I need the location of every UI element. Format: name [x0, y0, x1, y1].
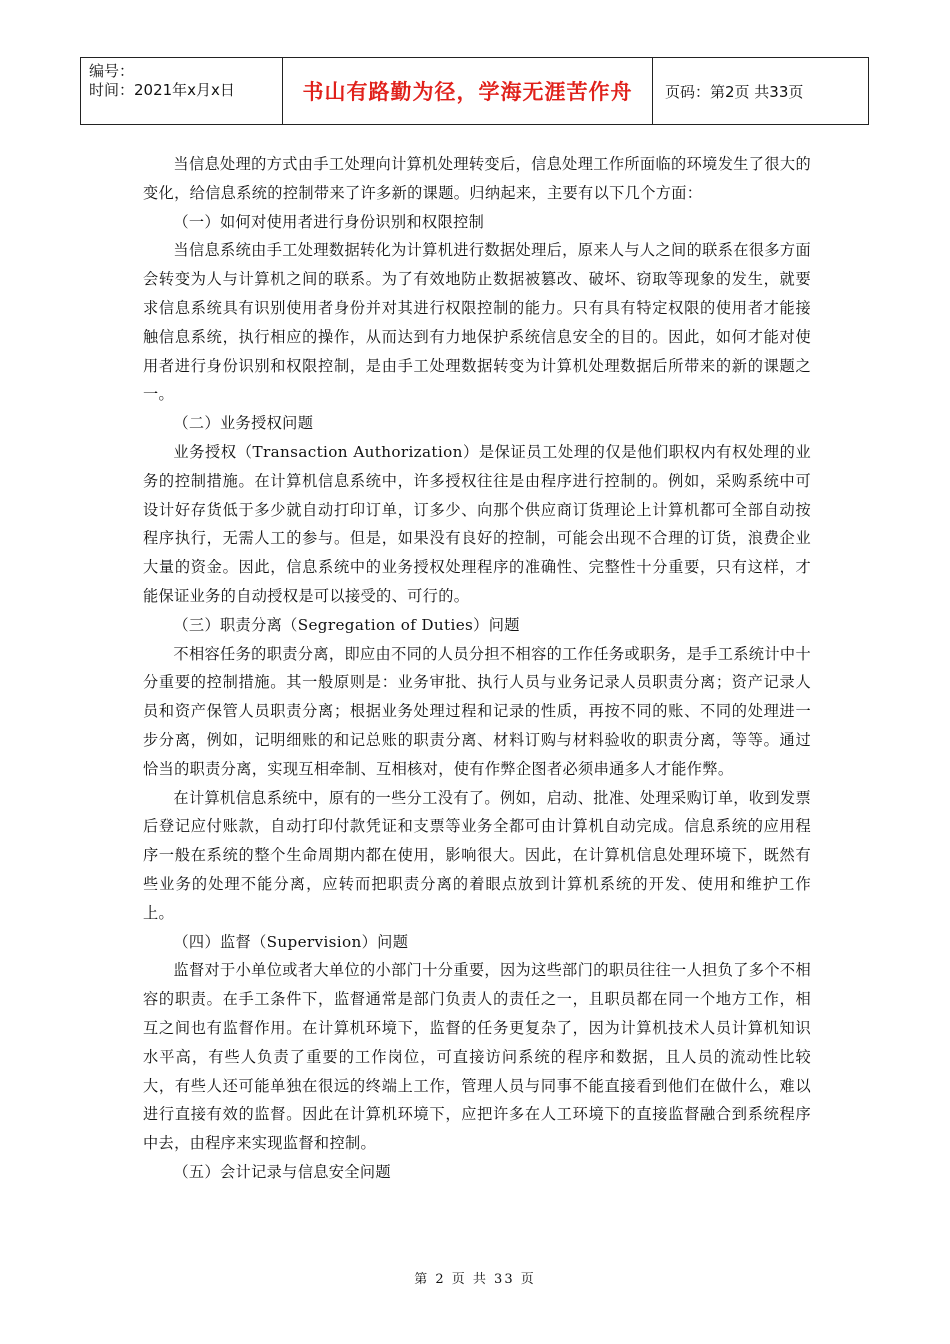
document-header — [80, 57, 869, 125]
paragraph: 业务授权（Transaction Authorization）是保证员工处理的仅是他们职权内有权处理的业务的控制措施。在计算机信息系统中，许多授权往往是由程序进行控制的。例如，采购系统中可设计好存货低于多少就自动打印订单，订多少、向那个供应商订货理论上计算机都可全部自动按程序执行，无需人工的参与。但是，如果没有良好的控制，可能会出现不合理的订货，浪费企业大量的资金。因此，信息系统中的业务授权处理程序的准确性、完整性十分重要，只有这样，才能保证业务的自动授权是可以接受的、可行的。 — [143, 442, 811, 605]
page-footer — [0, 1268, 950, 1287]
header-page-cell — [653, 58, 868, 124]
document-body — [143, 150, 811, 1187]
paragraph: 在计算机信息系统中，原有的一些分工没有了。例如，启动、批准、处理采购订单，收到发票后登记应付账款，自动打印付款凭证和支票等业务全都可由计算机自动完成。信息系统的应用程序一般在系统的整个生命周期内都在使用，影响很大。因此，在计算机信息处理环境下，既然有些业务的处理不能分离，应转而把职责分离的着眼点放到计算机系统的开发、使用和维护工作上。 — [143, 788, 811, 922]
page-info: 页码：第2页 共33页 — [665, 82, 804, 101]
motto-text: 书山有路勤为径，学海无涯苦作舟 — [302, 80, 633, 104]
section-heading: （四）监督（Supervision）问题 — [173, 932, 409, 951]
paragraph: 监督对于小单位或者大单位的小部门十分重要，因为这些部门的职员往往一人担负了多个不相容的职责。在手工条件下，监督通常是部门负责人的责任之一，且职员都在同一个地方工作，相互之间也有监督作用。在计算机环境下，监督的任务更复杂了，因为计算机技术人员计算机知识水平高，有些人负责了重要的工作岗位，可直接访问系统的程序和数据，且人员的流动性比较大，有些人还可能单独在很远的终端上工作，管理人员与同事不能直接看到他们在做什么，难以进行直接有效的监督。因此在计算机环境下，应把许多在人工环境下的直接监督融合到系统程序中去，由程序来实现监督和控制。 — [143, 961, 811, 1153]
paragraph: 不相容任务的职责分离，即应由不同的人员分担不相容的工作任务或职务，是手工系统计中十分重要的控制措施。其一般原则是：业务审批、执行人员与业务记录人员职责分离；资产记录人员和资产保管人员职责分离；根据业务处理过程和记录的性质，再按不同的账、不同的处理进一步分离，例如，记明细账的和记总账的职责分离、材料订购与材料验收的职责分离，等等。通过恰当的职责分离，实现互相牵制、互相核对，使有作弊企图者必须串通多人才能作弊。 — [143, 644, 811, 778]
paragraph: 当信息处理的方式由手工处理向计算机处理转变后，信息处理工作所面临的环境发生了很大的变化，给信息系统的控制带来了许多新的课题。归纳起来，主要有以下几个方面： — [143, 155, 811, 202]
footer-page-text: 第 2 页 共 33 页 — [414, 1272, 536, 1287]
section-heading: （二）业务授权问题 — [173, 414, 314, 433]
section-heading: （三）职责分离（Segregation of Duties）问题 — [173, 615, 520, 634]
number-label: 编号： — [89, 62, 135, 80]
section-heading: （五）会计记录与信息安全问题 — [173, 1162, 391, 1181]
time-label: 时间：2021年x月x日 — [89, 81, 235, 99]
paragraph: 当信息系统由手工处理数据转化为计算机进行数据处理后，原来人与人之间的联系在很多方面会转变为人与计算机之间的联系。为了有效地防止数据被篡改、破坏、窃取等现象的发生，就要求信息系统具有识别使用者身份并对其进行权限控制的能力。只有具有特定权限的使用者才能接触信息系统，执行相应的操作，从而达到有力地保护系统信息安全的目的。因此，如何才能对使用者进行身份识别和权限控制，是由手工处理数据转变为计算机处理数据后所带来的新的课题之一。 — [143, 241, 811, 404]
header-motto-cell — [283, 58, 653, 124]
section-heading: （一）如何对使用者进行身份识别和权限控制 — [173, 212, 485, 231]
header-meta-cell — [81, 58, 283, 124]
